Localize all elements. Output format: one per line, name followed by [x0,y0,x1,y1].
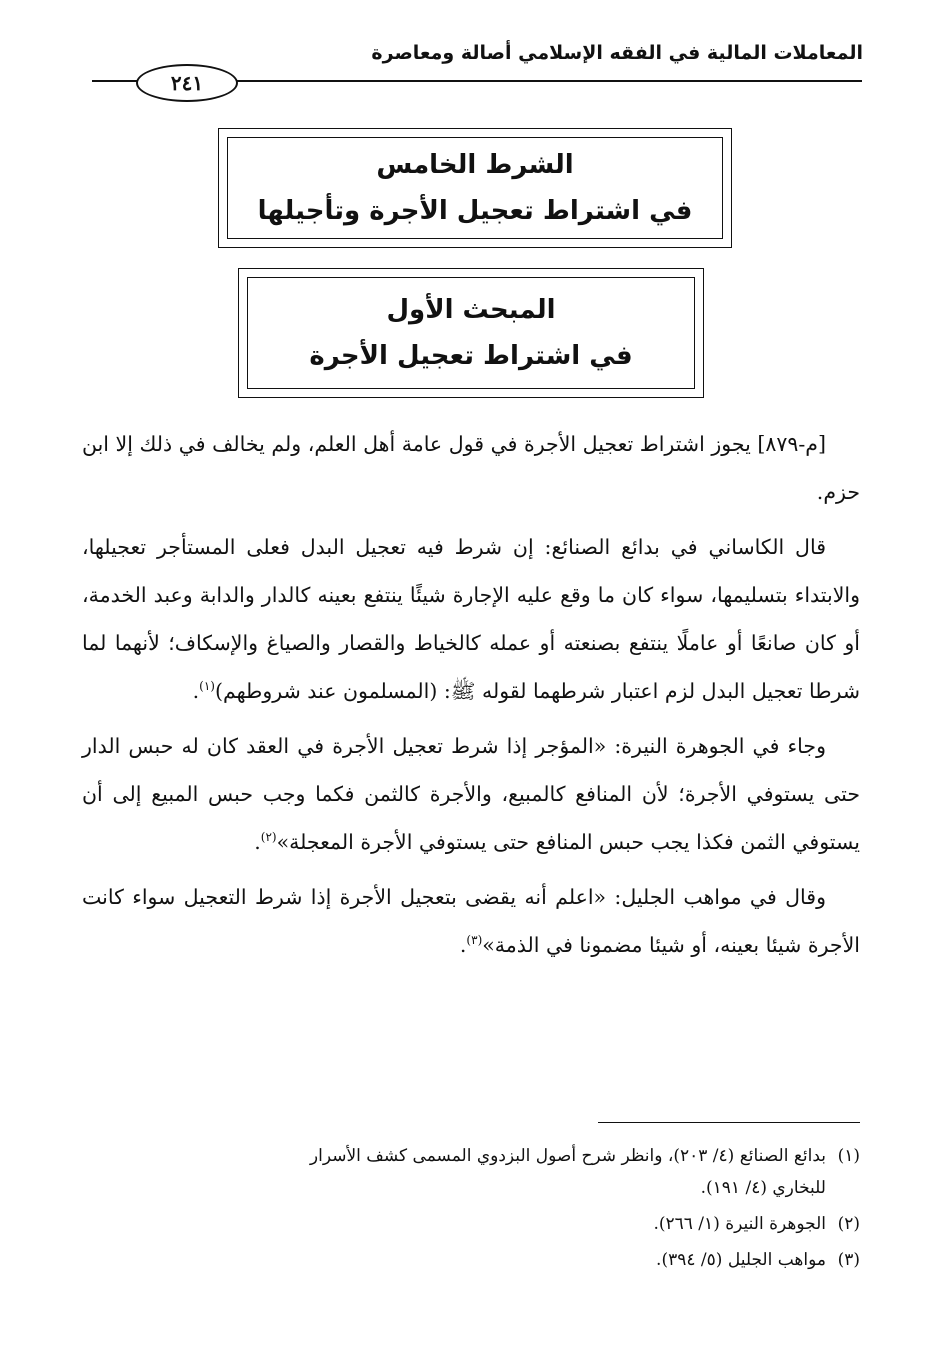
section-subheading: في اشتراط تعجيل الأجرة [309,341,633,371]
paragraph [82,873,860,969]
footnote-separator [598,1122,860,1123]
section-title-box [238,268,704,398]
footnote-text-continued: للبخاري (٤/ ١٩١). [700,1178,826,1198]
end-mark: . [254,830,261,854]
footnote [82,1140,860,1204]
footnote-number: (٣) [837,1250,860,1270]
paragraph-text: وجاء في الجوهرة النيرة: «المؤجر إذا شرط تعجيل الأجرة في العقد كان له حبس الدار حتى يستوفي الأجرة؛ لأن المنافع كالمبيع، والأجرة كالثمن فكما وجب حبس المبيع إلى أن يستوفي الثمن فكذا يجب حبس المنافع حتى يستوفي الأجرة المعجلة» [82,734,860,854]
footnote-text: مواهب الجليل (٥/ ٣٩٤). [656,1250,826,1270]
footnote [82,1244,860,1276]
condition-heading: الشرط الخامس [376,150,574,180]
footnotes [82,1140,860,1280]
body-text [82,420,860,976]
footnote-text: بدائع الصنائع (٤/ ٢٠٣)، وانظر شرح أصول البزدوي المسمى كشف الأسرار [309,1146,826,1166]
footnote-ref: (٣) [466,933,483,948]
running-header-title: المعاملات المالية في الفقه الإسلامي أصالة ومعاصرة [371,42,863,64]
paragraph [82,722,860,866]
page-number: ٢٤١ [136,64,238,102]
paragraph-text: [م-٨٧٩] يجوز اشتراط تعجيل الأجرة في قول عامة أهل العلم، ولم يخالف في ذلك إلا ابن حزم. [82,432,860,504]
paragraph-text: قال الكاساني في بدائع الصنائع: إن شرط فيه تعجيل البدل فعلى المستأجر تعجيلها، والابتداء بتسليمها، سواء كان ما وقع عليه الإجارة شيئًا ينتفع بعينه كالدار والدابة وعبد الخدمة، أو كان صانعًا أو عاملًا ينتفع بصنعته أو عمله كالخياط والقصار والصياغ والإسكاف؛ لأنهما لما شرطا تعجيل البدل لزم اعتبار شرطهما لقوله ﷺ: (المسلمون عند شروطهم) [82,535,860,703]
footnote-number: (٢) [837,1214,860,1234]
condition-title-box [218,128,732,248]
end-mark: . [192,679,200,703]
end-mark: . [459,933,467,957]
footnote-ref: (١) [199,679,215,694]
paragraph [82,420,860,516]
paragraph [82,523,860,715]
footnote-number: (١) [837,1146,860,1166]
condition-subheading: في اشتراط تعجيل الأجرة وتأجيلها [257,196,693,226]
footnote [82,1208,860,1240]
paragraph-text: وقال في مواهب الجليل: «اعلم أنه يقضى بتعجيل الأجرة إذا شرط التعجيل سواء كانت الأجرة شيئا بعينه، أو شيئا مضمونا في الذمة» [82,885,860,957]
section-heading: المبحث الأول [386,295,556,325]
footnote-text: الجوهرة النيرة (١/ ٢٦٦). [653,1214,826,1234]
footnote-ref: (٢) [260,830,277,845]
